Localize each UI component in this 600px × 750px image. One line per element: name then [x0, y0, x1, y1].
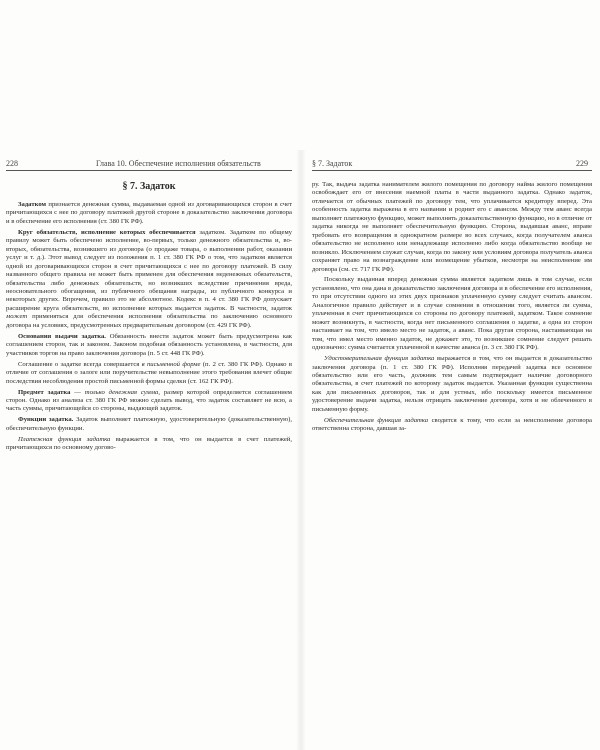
text-run: Поскольку выданная вперед денежная сумма является задатком лишь в том случае, если установлено, что она дана в доказательство заключения договора и в обеспечение его исполнения, то при отсутствии одного из этих двух признаков уплаченную сумму следует считать авансом. Аналогичное правило действует и в случае сомнения в отношении того, является ли сумма, уплаченная в счет причитающихся со стороны по договору платежей, задатком. Такое сомнение может возникнуть, в частности, когда нет письменного соглашения о задатке, а одна из сторон настаивает на том, что имело место не задаток, а аванс. Пока другая сторона, настаивающая на том, что имел место именно задаток, не докажет это, то возникшее сомнение следует решать однозначно: сумма считается уплаченной в качестве аванса (п. 3 ст. 380 ГК РФ).	[312, 276, 592, 352]
left-page-text	[6, 201, 292, 453]
italic-term: в письменной форме	[141, 360, 201, 368]
right-page	[312, 158, 592, 750]
left-page-number: 228	[6, 159, 18, 168]
left-running-head	[6, 158, 292, 171]
paragraph	[6, 436, 292, 453]
bold-term: Функции задатка.	[18, 416, 74, 424]
text-run: признается денежная сумма, выдаваемая одной из договаривающихся сторон в счет причитающихся с нее по договору платежей другой стороне в доказательство заключения договора и в обеспечение его исполнения (ст. 380 ГК РФ).	[6, 201, 292, 225]
paragraph	[6, 229, 292, 330]
paragraph	[6, 416, 292, 433]
bold-term: Основания выдачи задатка.	[18, 332, 106, 340]
paragraph	[312, 181, 592, 274]
book-gutter	[296, 150, 306, 750]
italic-term: может	[6, 313, 28, 321]
section-title: § 7. Задаток	[122, 181, 176, 192]
right-running-head	[312, 158, 592, 171]
left-running-title: Глава 10. Обеспечение исполнения обязательств	[96, 159, 261, 168]
paragraph	[312, 276, 592, 352]
paragraph	[6, 201, 292, 226]
text-run: —	[70, 388, 85, 396]
text-run: Соглашение о задатке всегда совершается	[18, 360, 142, 368]
bold-term: Круг обязательств, исполнение которых обеспечивается	[18, 228, 196, 236]
italic-term: Удостоверительная функция задатка	[324, 355, 435, 363]
text-run: выражается в том, что он выдается в счет платежей, причитающихся по основному догово-	[6, 435, 292, 452]
text-run: выражается в том, что он выдается в доказательство заключения договора (п. 1 ст. 380 ГК РФ). Исполняя передачей задатка все основное обязательство или его часть, должник тем самым подтверждает наличие договорного обязательства, в счет платежей по которому задаток выдается. Указанная функция существенна как для письменных договоров, так и для устных, ибо поскольку имеется письменное удостоверение выдачи задатка, нельзя отрицать заключение договора, хотя и не облеченного в письменную форму.	[312, 355, 592, 413]
paragraph	[312, 355, 592, 414]
text-run: Обязанность внести задаток может быть предусмотрена как соглашением сторон, так и законом. Законом подобная обязанность установлена, в частности, для участников торгов на право заключения договора (п. 5 ст. 448 ГК РФ).	[6, 332, 292, 357]
italic-term: только денежная сумма	[84, 388, 159, 396]
italic-term: Платежная функция задатка	[18, 435, 111, 443]
bold-term: Задатком	[18, 201, 47, 208]
text-run: (п. 2 ст. 380 ГК РФ). Однако в отличие от соглашения о залоге или поручительстве невыполнение этого требования влечет общие последствия несоблюдения простой письменной формы сделки (ст. 162 ГК РФ).	[6, 360, 292, 385]
paragraph	[312, 417, 592, 434]
paragraph	[6, 361, 292, 386]
right-page-number: 229	[576, 159, 588, 168]
text-run: Задаток выполняет платежную, удостоверительную (доказательственную), обеспечительную функции.	[6, 416, 292, 432]
right-page-text	[312, 181, 592, 434]
text-run: сводится к тому, что если за неисполнение договора ответственна сторона, давшая за-	[312, 416, 592, 433]
text-run: , размер которой определяется соглашением сторон. Однако из анализа ст. 380 ГК РФ можно сделать вывод, что задаток составляет не всю, а часть суммы, причитающейся со стороны, выдающей задаток.	[6, 388, 292, 413]
italic-term: Обеспечительная функция задатка	[324, 416, 429, 424]
paragraph	[6, 333, 292, 358]
right-running-title: § 7. Задаток	[312, 159, 353, 168]
paragraph	[6, 389, 292, 414]
text-run: задатком. Задатком по общему правилу может быть обеспечено исполнение, во-первых, только денежного обязательства и, во-вторых, обязательства, возникшего из договора (о продаже товара, о выполнении работ, оказании услуг и т. д.). Этот вывод следует из положения п. 1 ст. 380 ГК РФ о том, что задатком является одной из договаривающихся сторон в счет причитающихся с нее по договору платежей. В силу названного общего правила не может быть применен для обеспечения неденежных обязательств, обязательства либо денежных обязательств, но возникших вследствие причинения вреда, неосновательного обогащения, из публичного обещания награды, из публичного конкурса и некоторых других. Впрочем, правило это не абсолютное. Кодекс в п. 4 ст. 380 ГК РФ допускает расширение круга обязательств, во исполнение которых выдается задаток. В частности, задаток	[6, 228, 292, 312]
text-run: ру. Так, выдача задатка нанимателем жилого помещения по договору найма жилого помещения освобождает его от внесения наемной платы в части выданного задатка. Однако задаток, отличается от обычных платежей по договору тем, что уплачивается кредитору вперед. Эта особенность задатка выражена в его названии и роднит его с авансом. Между тем аванс всегда выполняет платежную функцию, может выполнять доказательственную функцию, но в отличие от задатка никогда не выполняет обеспечительную функцию. Сторона, выдавшая аванс, вправе требовать его возвращения в однократном размере во всех случаях, когда получателем аванса обязательство не исполнено или ненадлежаще исполнено либо когда обязательство вообще не возникло. Исключением служат случаи, когда по закону или условиям договора получатель аванса сохраняет право на вознаграждение или возмещение убытков, несмотря на неисполнение им договора (см. ст. 717 ГК РФ).	[312, 181, 592, 273]
text-run: применяться для обеспечения исполнения обязательства по заключению основного договора на условиях, предусмотренных предварительным договором (ст. 429 ГК РФ).	[6, 313, 292, 329]
left-page	[6, 158, 292, 750]
bold-term: Предмет задатка	[18, 388, 71, 396]
